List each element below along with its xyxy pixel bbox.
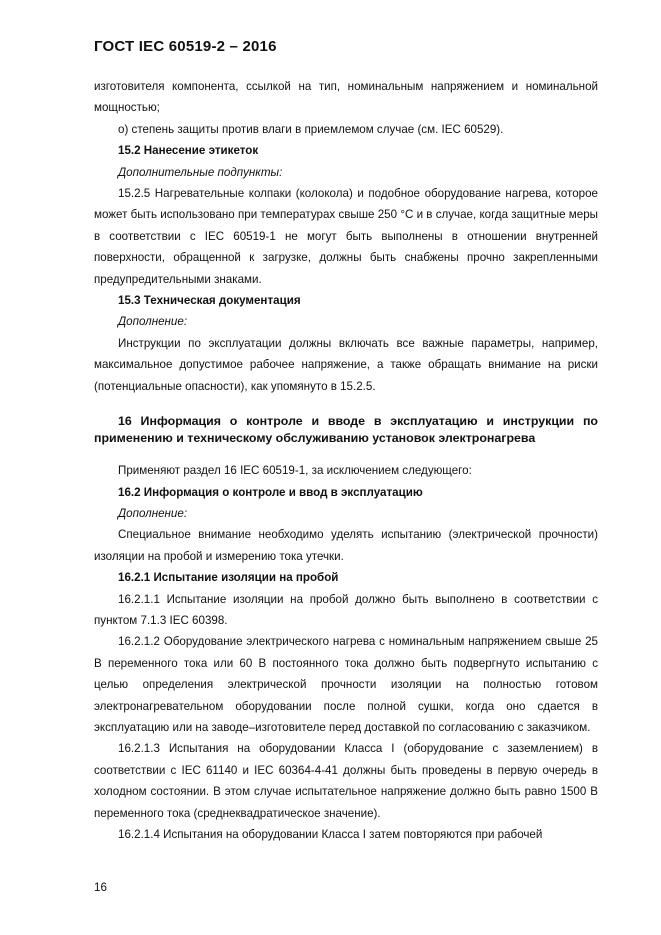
- clause-16-2-1-1: 16.2.1.1 Испытание изоляции на пробой должно быть выполнено в соответствии с пунктом 7.1.3 IEC 60398.: [94, 592, 598, 627]
- body-paragraph: Специальное внимание необходимо уделять испытанию (электрической прочности) изоляции на пробой и измерению тока утечки.: [94, 528, 598, 563]
- document-header: ГОСТ IEC 60519-2 – 2016: [94, 38, 277, 55]
- clause-16-2-1-3: 16.2.1.3 Испытания на оборудовании Класса I (оборудование с заземлением) в соответствии с IEC 61140 и IEC 60364-4-41 должны быть проведены в первую очередь в холодном состоянии. В этом случае испытательное напряжение должно быть равно 1500 В переменного тока (среднеквадратическое значение).: [94, 742, 598, 820]
- document-body: [94, 76, 598, 845]
- body-paragraph: Инструкции по эксплуатации должны включать все важные параметры, например, максимальное допустимое рабочее напряжение, а также обращать внимание на риски (потенциальные опасности), как упомянуто в 15.2.5.: [94, 336, 598, 393]
- page-number: 16: [94, 881, 107, 894]
- clause-15-2-5: 15.2.5 Нагревательные колпаки (колокола) и подобное оборудование нагрева, которое может быть использовано при температурах свыше 250 °С и в случае, когда защитные меры в соответствии с IEC 60519-1 не могут быть выполнены в отношении внутренней поверхности, обращенной к загрузке, должны быть снабжены прочно закрепленными предупредительными знаками.: [94, 187, 598, 286]
- subheading-addition: Дополнение:: [118, 506, 188, 520]
- list-item-o: o) степень защиты против влаги в приемлемом случае (см. IEC 60529).: [118, 122, 504, 136]
- body-paragraph: Применяют раздел 16 IEC 60519-1, за исключением следующего:: [118, 464, 472, 478]
- section-heading-16-2: 16.2 Информация о контроле и ввод в эксплуатацию: [118, 485, 423, 499]
- body-paragraph: изготовителя компонента, ссылкой на тип, номинальным напряжением и номинальной мощностью;: [94, 80, 598, 115]
- clause-16-2-1-2: 16.2.1.2 Оборудование электрического нагрева с номинальным напряжением свыше 25 В переменного тока или 60 В постоянного тока должно быть подвергнуто испытанию с целью определения электрической прочности изоляции на полностью готовом электронагревательном оборудовании после полной сушки, когда оно сдается в эксплуатацию или на заводе–изготовителе перед доставкой по согласованию с заказчиком.: [94, 635, 598, 734]
- section-heading-16: 16 Информация о контроле и вводе в эксплуатацию и инструкции по применению и техническому обслуживанию установок электронагрева: [94, 414, 598, 446]
- section-heading-15-3: 15.3 Техническая документация: [118, 294, 301, 308]
- section-heading-15-2: 15.2 Нанесение этикеток: [118, 144, 259, 158]
- section-heading-16-2-1: 16.2.1 Испытание изоляции на пробой: [118, 571, 339, 585]
- subheading-additional: Дополнительные подпункты:: [118, 165, 283, 179]
- clause-16-2-1-4: 16.2.1.4 Испытания на оборудовании Класса I затем повторяются при рабочей: [118, 828, 543, 841]
- subheading-addition: Дополнение:: [118, 315, 188, 329]
